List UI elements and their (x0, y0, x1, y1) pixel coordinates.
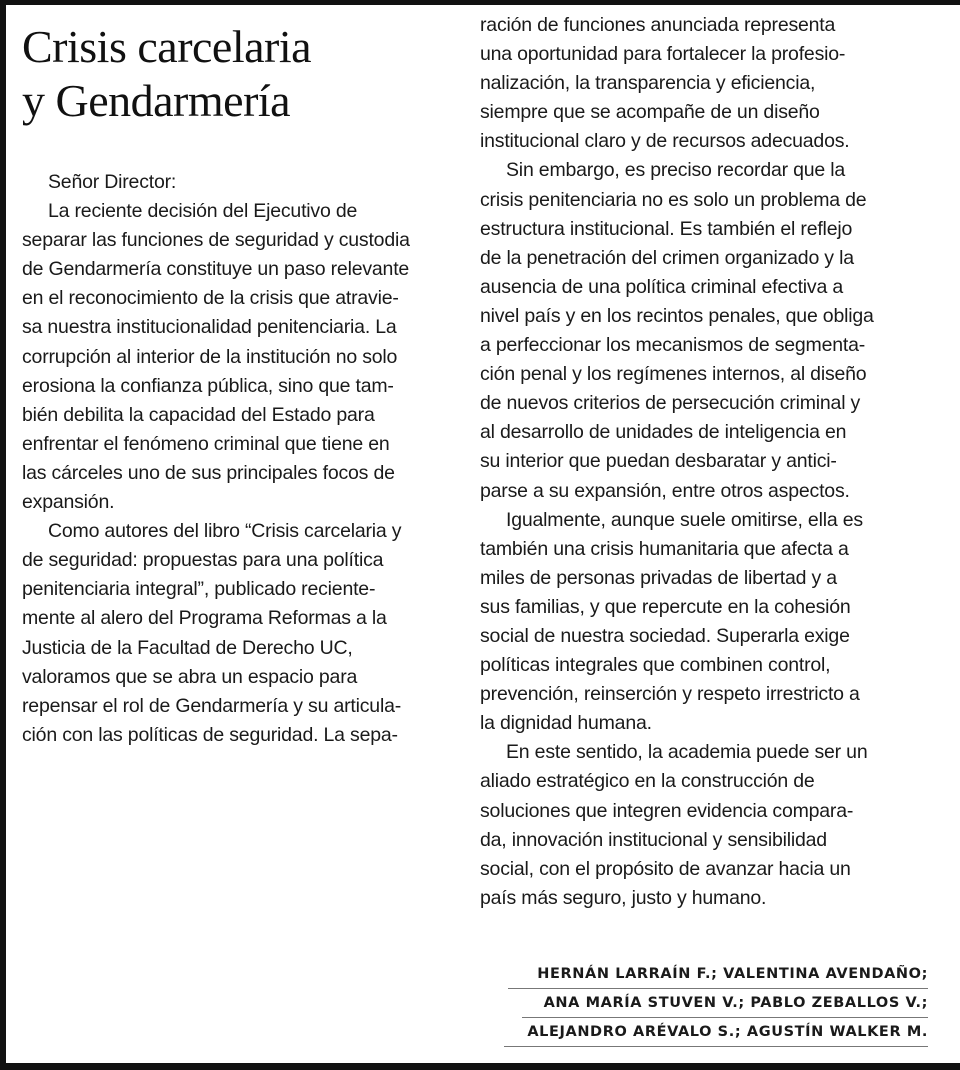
text-line: estructura institucional. Es también el reflejo (480, 217, 853, 240)
text-line: su interior que puedan desbaratar y antici- (480, 450, 837, 473)
text-line: social, con el propósito de avanzar hacia un (480, 857, 851, 880)
text-line: Justicia de la Facultad de Derecho UC, (22, 636, 353, 659)
text-line: la dignidad humana. (480, 712, 652, 735)
text-line: erosiona la confianza pública, sino que tam- (22, 374, 394, 397)
signature-line-3: ALEJANDRO ARÉVALO S.; AGUSTÍN WALKER M. (527, 1024, 928, 1040)
text-line: en el reconocimiento de la crisis que atravie- (22, 287, 399, 310)
text-line: da, innovación institucional y sensibilidad (480, 828, 827, 851)
signature-rule (508, 988, 928, 989)
text-line: parse a su expansión, entre otros aspectos. (480, 479, 850, 502)
signature-rule (522, 1017, 928, 1018)
text-line: sa nuestra institucionalidad penitenciaria. La (22, 316, 397, 339)
text-line: mente al alero del Programa Reformas a la (22, 607, 387, 630)
text-line: repensar el rol de Gendarmería y su articula- (22, 694, 402, 717)
text-line: miles de personas privadas de libertad y a (480, 566, 837, 589)
right-column-text (480, 11, 930, 913)
text-line: de nuevos criterios de persecución criminal y (480, 392, 861, 415)
text-line: La reciente decisión del Ejecutivo de (48, 200, 358, 223)
text-line: de seguridad: propuestas para una política (22, 549, 384, 572)
text-line: Igualmente, aunque suele omitirse, ella es (506, 508, 863, 531)
text-line: al desarrollo de unidades de inteligencia en (480, 421, 847, 444)
text-line: siempre que se acompañe de un diseño (480, 101, 820, 124)
text-line: penitenciaria integral”, publicado reciente- (22, 578, 376, 601)
text-line: aliado estratégico en la construcción de (480, 770, 815, 793)
text-line: social de nuestra sociedad. Superarla exige (480, 624, 850, 647)
signature-block (527, 960, 928, 1047)
text-line: de la penetración del crimen organizado y la (480, 246, 854, 269)
text-line: sus familias, y que repercute en la cohesión (480, 595, 851, 618)
text-line: de Gendarmería constituye un paso relevante (22, 258, 410, 281)
signature-line-2: ANA MARÍA STUVEN V.; PABLO ZEBALLOS V.; (543, 995, 928, 1011)
text-line: separar las funciones de seguridad y custodia (22, 229, 410, 252)
signature-line-1: HERNÁN LARRAÍN F.; VALENTINA AVENDAÑO; (537, 966, 928, 982)
signature-rule (504, 1046, 928, 1047)
salutation: Señor Director: (48, 171, 177, 193)
text-line: también una crisis humanitaria que afecta a (480, 537, 849, 560)
letter-title (22, 20, 462, 128)
text-line: ausencia de una política criminal efectiva a (480, 275, 843, 298)
text-line: ración de funciones anunciada representa (480, 14, 836, 36)
text-line: institucional claro y de recursos adecuados. (480, 130, 850, 153)
text-line: prevención, reinserción y respeto irrestricto a (480, 683, 860, 706)
text-line: crisis penitenciaria no es solo un problema de (480, 188, 867, 211)
title-line-2: y Gendarmería (22, 75, 291, 126)
text-line: las cárceles uno de sus principales focos de (22, 461, 395, 484)
text-line: ción penal y los regímenes internos, al diseño (480, 363, 867, 386)
page-border-left (0, 0, 6, 1070)
left-column-text (22, 168, 464, 750)
text-line: país más seguro, justo y humano. (480, 886, 767, 909)
text-line: Sin embargo, es preciso recordar que la (506, 159, 846, 182)
text-line: Como autores del libro “Crisis carcelaria y (48, 520, 402, 543)
text-line: una oportunidad para fortalecer la profesio- (480, 43, 846, 66)
text-line: nivel país y en los recintos penales, que obliga (480, 304, 874, 327)
text-line: ción con las políticas de seguridad. La sepa- (22, 723, 398, 746)
text-line: soluciones que integren evidencia compara- (480, 799, 854, 822)
text-line: bién debilita la capacidad del Estado para (22, 403, 375, 426)
text-line: valoramos que se abra un espacio para (22, 665, 358, 688)
text-line: corrupción al interior de la institución no solo (22, 345, 398, 368)
text-line: En este sentido, la academia puede ser un (506, 741, 868, 764)
text-line: nalización, la transparencia y eficiencia, (480, 72, 816, 95)
title-line-1: Crisis carcelaria (22, 21, 312, 72)
page-border-bottom (0, 1063, 960, 1070)
text-line: a perfeccionar los mecanismos de segmenta- (480, 334, 866, 357)
text-line: expansión. (22, 491, 115, 514)
page-border-top (0, 0, 960, 5)
text-line: enfrentar el fenómeno criminal que tiene en (22, 432, 390, 455)
text-line: políticas integrales que combinen control, (480, 654, 831, 677)
